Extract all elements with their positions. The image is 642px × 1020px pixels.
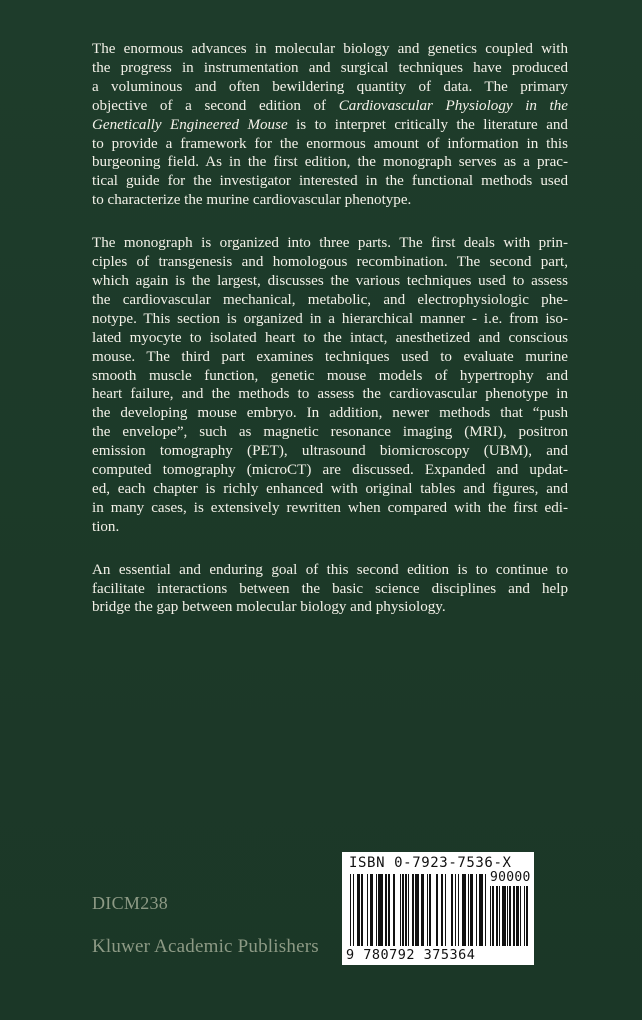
addon-barcode-bars	[490, 886, 528, 946]
product-code: DICM238	[92, 893, 169, 913]
barcode-bar	[492, 886, 494, 946]
blurb-paragraph	[92, 40, 568, 210]
text-line: objective of a second edition of Cardiovascular Physiology in the	[92, 97, 568, 114]
barcode-bar	[429, 874, 430, 946]
text-line: mouse. The third part examines techniques used to evaluate murine	[92, 348, 568, 365]
barcode-bar	[370, 874, 373, 946]
barcode-bar	[412, 874, 413, 946]
barcode-bar	[421, 874, 424, 946]
barcode-bar	[361, 874, 362, 946]
text-line: the envelope”, such as magnetic resonance imaging (MRI), positron	[92, 424, 568, 441]
italic-title: Cardiovascular Physiology in the	[338, 97, 568, 114]
text-line: smooth muscle function, genetic mouse models of hypertrophy and	[92, 367, 568, 384]
text-line: The enormous advances in molecular biology and genetics coupled with	[92, 41, 568, 57]
text-line: to characterize the murine cardiovascular phenotype.	[92, 192, 412, 209]
barcode-bar	[385, 874, 386, 946]
text-line: emission tomography (PET), ultrasound biomicroscopy (UBM), and	[92, 443, 568, 460]
text-line: which again is the largest, discusses the various techniques used to assess	[92, 272, 568, 289]
text-line: bridge the gap between molecular biology and physiology.	[92, 599, 446, 616]
blurb-text	[92, 40, 568, 641]
text-line: tical guide for the investigator interested in the functional methods used	[92, 173, 568, 190]
text-line: tion.	[92, 518, 120, 535]
barcode-bar	[513, 886, 514, 946]
barcode-bar	[520, 886, 521, 946]
italic-title: Genetically Engineered Mouse	[92, 116, 288, 133]
ean-number: 9 780792 375364	[346, 947, 476, 963]
barcode-bar	[408, 874, 409, 946]
blurb-paragraph	[92, 561, 568, 618]
barcode-bar	[496, 886, 498, 946]
text-line: An essential and enduring goal of this second edition is to continue to	[92, 561, 568, 578]
blurb-paragraph	[92, 234, 568, 537]
barcode-bar	[502, 886, 505, 946]
barcode-bar	[507, 886, 508, 946]
barcode-bar	[451, 874, 454, 946]
barcode-bar	[458, 874, 459, 946]
text-line: the developing mouse embryo. In addition, newer methods that “push	[92, 405, 568, 422]
barcode-bar	[441, 874, 444, 946]
barcode-bar	[353, 874, 354, 946]
barcode-bar	[376, 874, 377, 946]
barcode-bar	[499, 886, 500, 946]
barcode-bar	[405, 874, 406, 946]
barcode-bar	[445, 874, 446, 946]
isbn-barcode	[342, 852, 534, 965]
barcode-bar	[470, 874, 473, 946]
barcode-bar	[436, 874, 437, 946]
text-line: notype. This section is organized in a hierarchical manner - i.e. from iso-	[92, 310, 568, 327]
barcode-bar	[490, 886, 491, 946]
ean-barcode-bars	[350, 874, 486, 946]
barcode-bar	[357, 874, 360, 946]
text-line: heart failure, and the methods to assess the cardiovascular phenotype in	[92, 386, 568, 403]
text-line: in many cases, is extensively rewritten when compared with the first edi-	[92, 499, 568, 516]
text-line: the progress in instrumentation and surgical techniques have produced	[92, 59, 568, 76]
barcode-bar	[476, 874, 477, 946]
text-line: ciples of transgenesis and homologous recombination. The second part,	[92, 254, 568, 271]
text-line: computed tomography (microCT) are discussed. Expanded and updat-	[92, 462, 568, 479]
text-line: facilitate interactions between the basic science disciplines and help	[92, 580, 568, 597]
barcode-bar	[455, 874, 456, 946]
text-line: to provide a framework for the enormous amount of information in this	[92, 135, 568, 152]
addon-number: 90000	[490, 870, 531, 885]
text-line: The monograph is organized into three parts. The first deals with prin-	[92, 235, 568, 252]
barcode-bar	[415, 874, 419, 946]
barcode-bar	[378, 874, 382, 946]
text-line: ed, each chapter is richly enhanced with original tables and figures, and	[92, 480, 568, 497]
barcode-bar	[402, 874, 403, 946]
barcode-bar	[526, 886, 528, 946]
barcode-bar	[427, 874, 428, 946]
barcode-bar	[468, 874, 469, 946]
text-line: burgeoning field. As in the first edition, the monograph serves as a prac-	[92, 154, 568, 171]
barcode-bar	[367, 874, 368, 946]
barcode-bar	[524, 886, 525, 946]
barcode-bar	[400, 874, 401, 946]
isbn-label: ISBN 0-7923-7536-X	[349, 855, 512, 871]
barcode-bar	[393, 874, 396, 946]
barcode-bar	[485, 874, 486, 946]
barcode-bar	[388, 874, 389, 946]
barcode-bar	[516, 886, 519, 946]
barcode-bar	[462, 874, 466, 946]
barcode-bar	[350, 874, 351, 946]
publisher-name: Kluwer Academic Publishers	[92, 936, 319, 957]
barcode-bar	[479, 874, 483, 946]
text-line: Genetically Engineered Mouse is to interpret critically the literature and	[92, 116, 568, 133]
text-line: a voluminous and often bewildering quantity of data. The primary	[92, 78, 568, 95]
barcode-bar	[509, 886, 511, 946]
text-line: lated myocyte to isolated heart to the intact, anesthetized and conscious	[92, 329, 568, 346]
text-line: the cardiovascular mechanical, metabolic, and electrophysiologic phe-	[92, 291, 568, 308]
